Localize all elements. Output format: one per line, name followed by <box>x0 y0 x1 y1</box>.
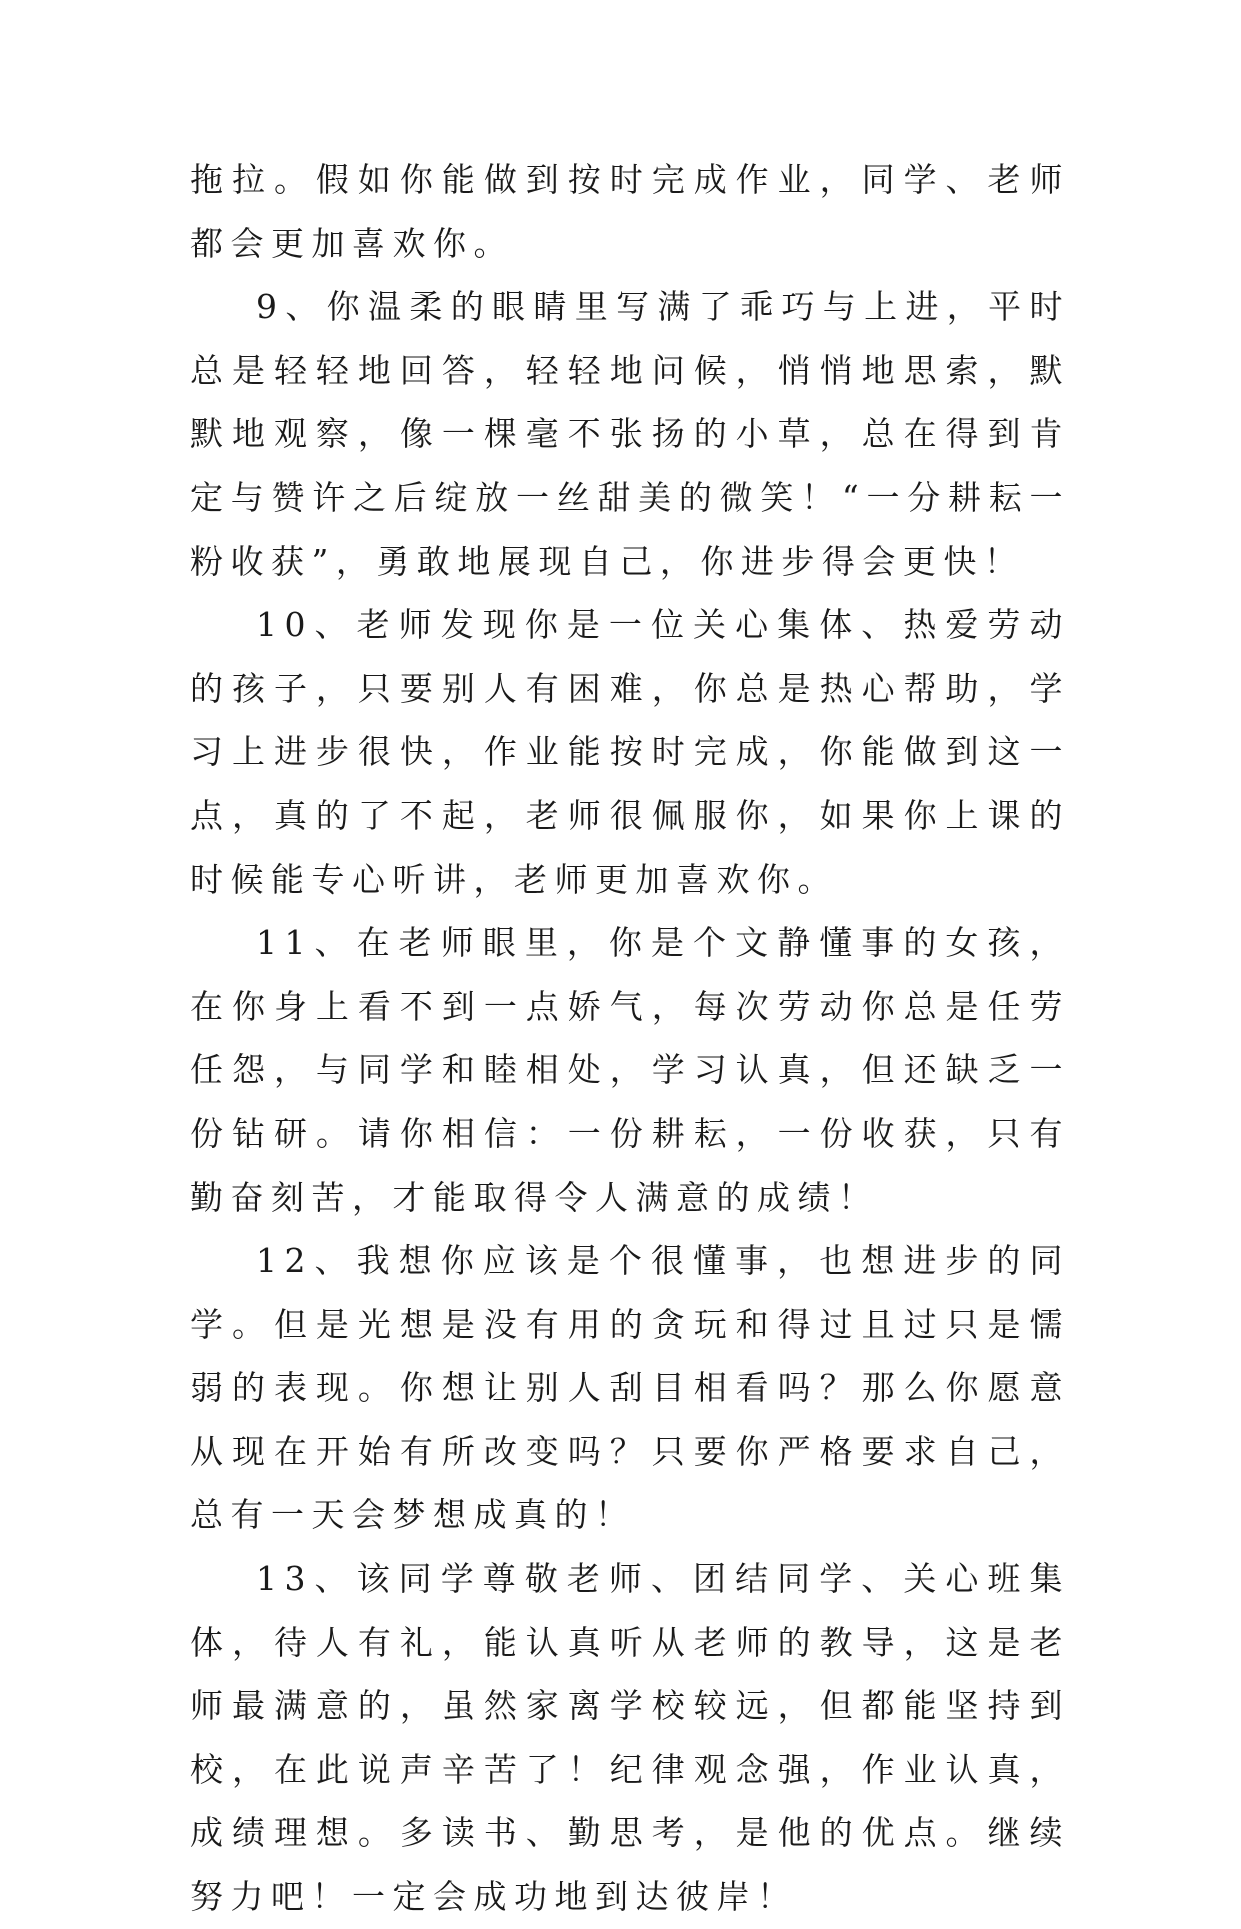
paragraph-comment-12: 12、我想你应该是个很懂事，也想进步的同学。但是光想是没有用的贪玩和得过且过只是懦弱的表现。你想让别人刮目相看吗？那么你愿意从现在开始有所改变吗？只要你严格要求自己，总有一天会梦想成真的！ <box>190 1241 1070 1535</box>
document-page <box>190 148 1070 1929</box>
paragraph-comment-11: 11、在老师眼里，你是个文静懂事的女孩，在你身上看不到一点娇气，每次劳动你总是任劳任怨，与同学和睦相处，学习认真，但还缺乏一份钻研。请你相信：一份耕耘，一份收获，只有勤奋刻苦，才能取得令人满意的成绩！ <box>190 923 1070 1217</box>
paragraph-comment-13: 13、该同学尊敬老师、团结同学、关心班集体，待人有礼，能认真听从老师的教导，这是老师最满意的，虽然家离学校较远，但都能坚持到校，在此说声辛苦了！纪律观念强，作业认真，成绩理想。多读书、勤思考，是他的优点。继续努力吧！一定会成功地到达彼岸！ <box>190 1559 1070 1917</box>
paragraph-comment-9: 9、你温柔的眼睛里写满了乖巧与上进，平时总是轻轻地回答，轻轻地问候，悄悄地思索，默默地观察，像一棵毫不张扬的小草，总在得到肯定与赞许之后绽放一丝甜美的微笑！“一分耕耘一粉收获”，勇敢地展现自己，你进步得会更快！ <box>190 287 1070 581</box>
paragraph-comment-10: 10、老师发现你是一位关心集体、热爱劳动的孩子，只要别人有困难，你总是热心帮助，学习上进步很快，作业能按时完成，你能做到这一点，真的了不起，老师很佩服你，如果你上课的时候能专心听讲，老师更加喜欢你。 <box>190 605 1070 899</box>
paragraph-continuation: 拖拉。假如你能做到按时完成作业，同学、老师都会更加喜欢你。 <box>190 160 1070 263</box>
